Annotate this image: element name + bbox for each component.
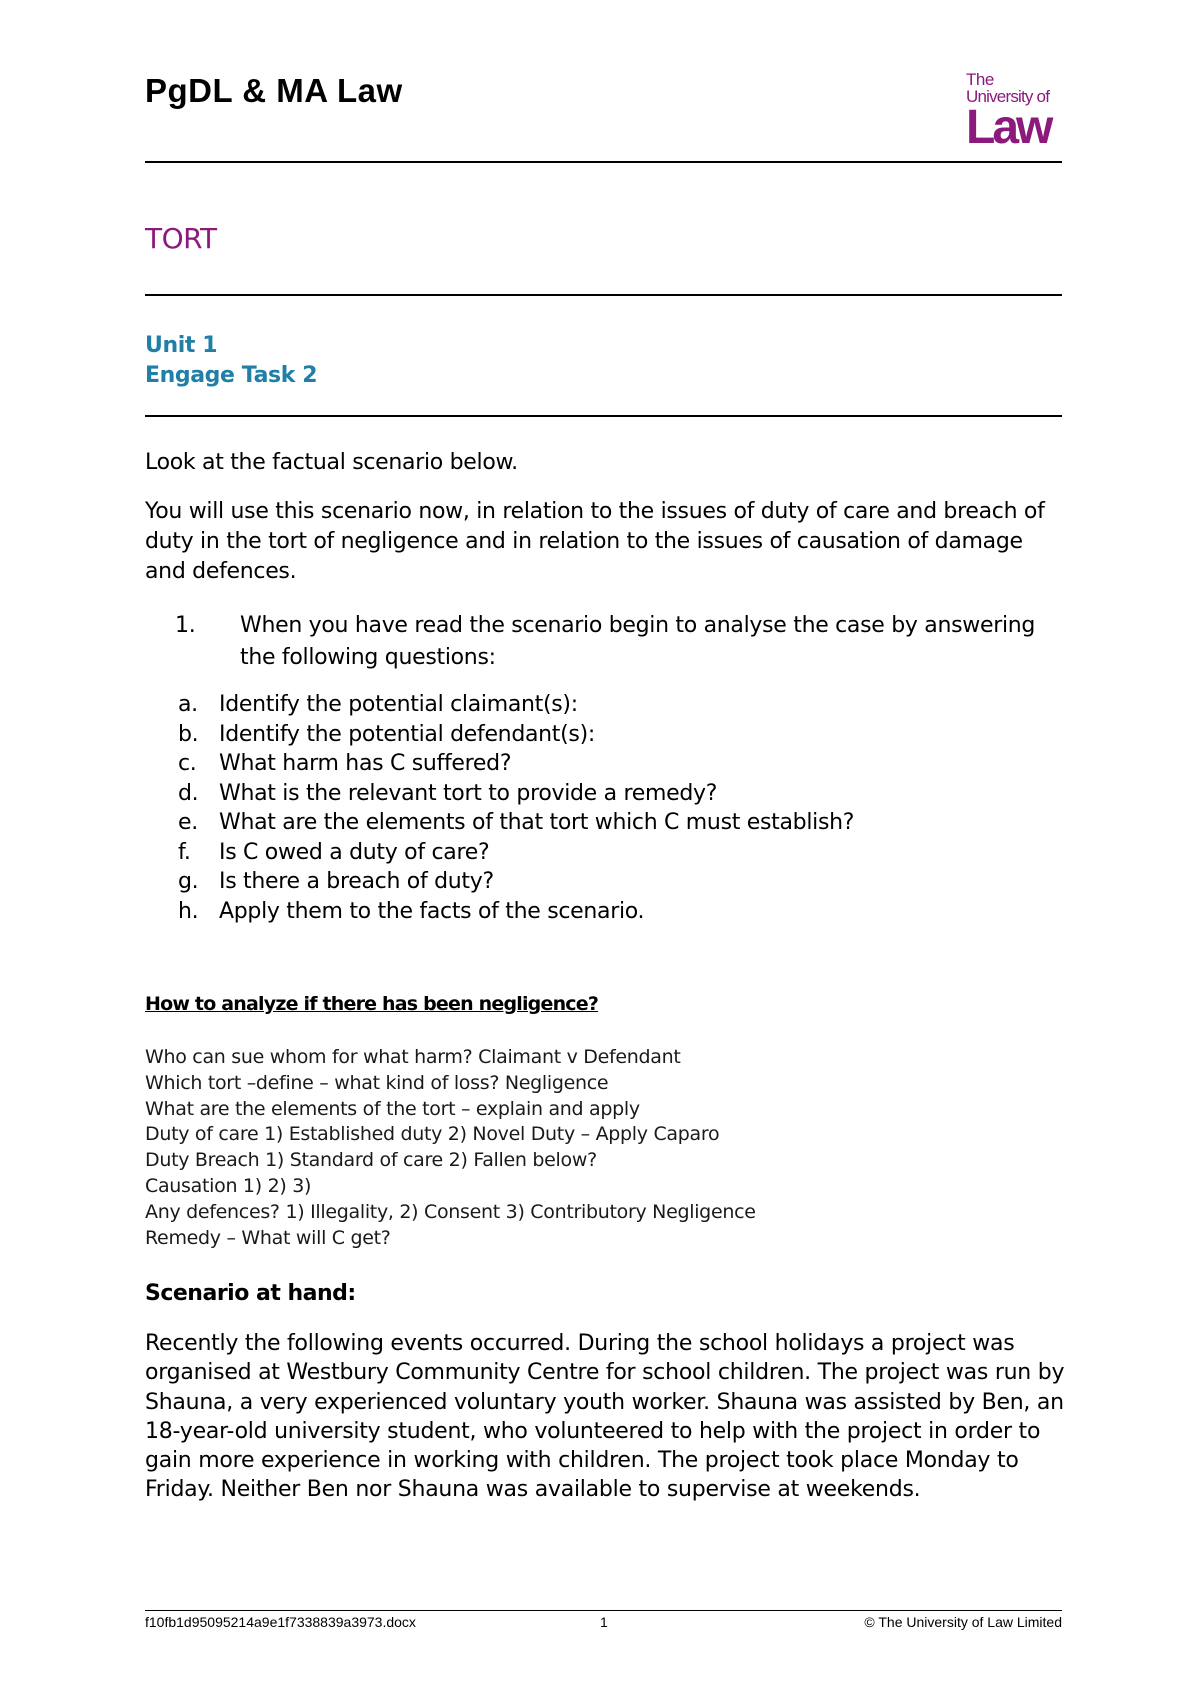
subject-divider [145, 294, 1062, 296]
question-text: Is C owed a duty of care? [219, 839, 490, 865]
university-of-law-logo [966, 70, 1062, 154]
guide-line: Remedy – What will C get? [145, 1226, 391, 1249]
task-name: Engage Task 2 [145, 363, 318, 388]
question-item [178, 720, 854, 750]
question-item [178, 897, 854, 927]
intro-paragraph-1: Look at the factual scenario below. [145, 450, 518, 475]
question-letter: d. [178, 780, 199, 806]
scenario-heading: Scenario at hand: [145, 1281, 356, 1306]
intro-paragraph-2: You will use this scenario now, in relation to the issues of duty of care and breach of duty in the tort of negligence and in relation to the issues of causation of damage and defences. [145, 499, 1045, 584]
question-letter: g. [178, 869, 199, 894]
how-to-guide-list [145, 1045, 756, 1251]
footer-page-number: 1 [600, 1614, 608, 1630]
instruction-text: When you have read the scenario begin to analyse the case by answering the following questions: [240, 613, 1036, 670]
numbered-instruction [175, 610, 1055, 674]
question-item [178, 808, 854, 838]
page-footer [145, 1614, 1062, 1636]
guide-line: Who can sue whom for what harm? Claimant v Defendant [145, 1046, 681, 1068]
instruction-number: 1. [175, 613, 196, 638]
how-to-heading: How to analyze if there has been negligence? [145, 993, 599, 1015]
question-item [178, 838, 854, 868]
question-list [178, 690, 854, 926]
scenario-paragraph: Recently the following events occurred. During the school holidays a project was organised at Westbury Community Centre for school children. The project was run by Shauna, a very experienced voluntary youth worker. Shauna was assisted by Ben, an 18-year-old university student, who volunteered to help with the project in order to gain more experience in working with children. The project took place Monday to Friday. Neither Ben nor Shauna was available to supervise at weekends. [145, 1331, 1065, 1503]
question-item [178, 749, 854, 779]
logo-line-university-of: University of [966, 87, 1050, 106]
logo-line-the: The [966, 70, 994, 89]
unit-heading [145, 331, 317, 391]
question-item [178, 690, 854, 720]
question-text: Identify the potential claimant(s): [219, 692, 578, 717]
footer-filename: f10fb1d95095214a9e1f7338839a3973.docx [145, 1614, 416, 1630]
question-letter: b. [178, 721, 199, 747]
guide-line: Causation 1) 2) 3) [145, 1174, 312, 1197]
header-divider [145, 161, 1062, 163]
question-text: What are the elements of that tort which C must establish? [219, 810, 855, 835]
question-letter: e. [178, 810, 198, 835]
footer-copyright: © The University of Law Limited [864, 1614, 1062, 1630]
question-text: Identify the potential defendant(s): [219, 721, 595, 747]
footer-divider [145, 1610, 1062, 1611]
logo-line-law: Law [966, 101, 1051, 154]
unit-number: Unit 1 [145, 333, 218, 358]
guide-line: Which tort –define – what kind of loss? Negligence [145, 1071, 609, 1094]
subject-title: TORT [145, 222, 217, 255]
guide-line: Duty Breach 1) Standard of care 2) Fallen below? [145, 1149, 597, 1172]
guide-line: Any defences? 1) Illegality, 2) Consent 3) Contributory Negligence [145, 1200, 756, 1223]
question-letter: a. [178, 692, 198, 717]
question-letter: h. [178, 898, 199, 924]
question-letter: c. [178, 751, 197, 776]
question-text: Is there a breach of duty? [219, 869, 494, 894]
unit-divider [145, 415, 1062, 417]
question-text: What is the relevant tort to provide a remedy? [219, 780, 718, 806]
question-letter: f. [178, 839, 191, 865]
question-item [178, 867, 854, 897]
question-text: What harm has C suffered? [219, 751, 512, 776]
question-text: Apply them to the facts of the scenario. [219, 898, 645, 924]
guide-line: What are the elements of the tort – explain and apply [145, 1097, 640, 1120]
question-item [178, 779, 854, 809]
document-header-title: PgDL & MA Law [145, 72, 403, 109]
guide-line: Duty of care 1) Established duty 2) Novel Duty – Apply Caparo [145, 1123, 720, 1146]
